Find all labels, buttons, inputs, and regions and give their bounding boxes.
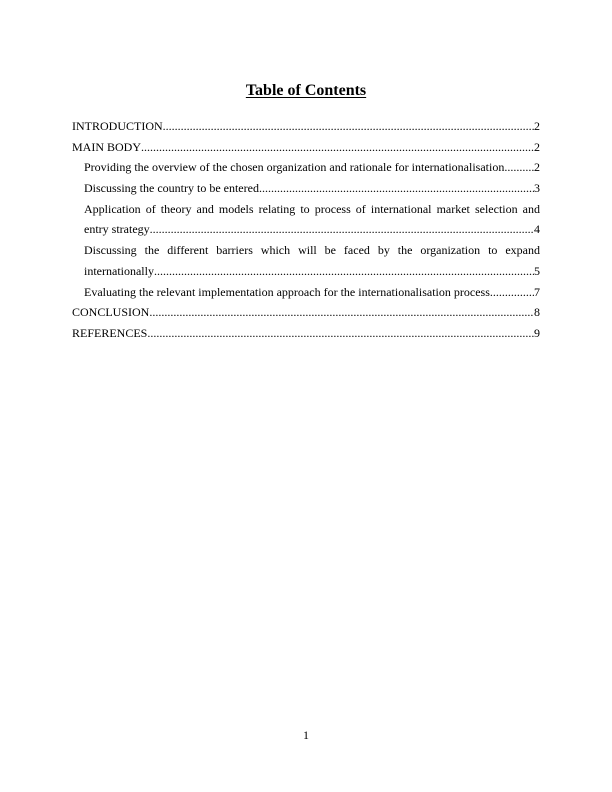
toc-entry-label: Evaluating the relevant implementation approach for the internationalisation process xyxy=(84,284,490,299)
toc-entry-country[interactable] xyxy=(72,178,540,199)
toc-entry-last-line xyxy=(84,219,540,240)
toc-entry-page: 2 xyxy=(534,160,540,175)
toc-entry-page: 2 xyxy=(534,119,540,133)
toc-entry-label: Discussing the country to be entered xyxy=(84,181,259,196)
toc-entry-overview[interactable] xyxy=(72,157,540,178)
toc-entry-label-line2: entry strategy xyxy=(84,222,150,237)
toc-entry-label: REFERENCES xyxy=(72,325,148,340)
toc-entry-page: 2 xyxy=(534,139,540,154)
toc-entry-page: 9 xyxy=(534,325,540,340)
toc-entry-page: 5 xyxy=(534,263,540,278)
toc-entry-main-body[interactable] xyxy=(72,137,540,158)
dot-leader xyxy=(504,157,534,178)
toc-entry-references[interactable] xyxy=(72,323,540,344)
dot-leader xyxy=(490,282,534,303)
dot-leader xyxy=(149,302,534,323)
toc-entry-page: 4 xyxy=(534,222,540,237)
toc-entry-conclusion[interactable] xyxy=(72,302,540,323)
toc-entry-label: CONCLUSION xyxy=(72,305,150,320)
toc-entry-introduction[interactable] xyxy=(72,116,540,137)
toc-entry-implementation[interactable] xyxy=(72,282,540,303)
dot-leader xyxy=(150,219,534,240)
toc-entry-page: 7 xyxy=(534,284,540,299)
dot-leader xyxy=(163,116,534,137)
toc-title: Table of Contents xyxy=(245,82,367,99)
toc-entry-page: 8 xyxy=(534,305,540,320)
dot-leader xyxy=(259,178,534,199)
page-number: 1 xyxy=(303,728,309,742)
table-of-contents xyxy=(72,116,540,344)
toc-entry-label-line2: internationally xyxy=(84,263,154,278)
toc-entry-label: MAIN BODY xyxy=(72,139,141,154)
dot-leader xyxy=(147,323,534,344)
dot-leader xyxy=(141,137,534,158)
toc-entry-label: INTRODUCTION xyxy=(72,119,163,133)
toc-entry-page: 3 xyxy=(534,181,540,196)
toc-entry-theory-models[interactable] xyxy=(72,199,540,240)
toc-entry-label-line1: Application of theory and models relating to process of international market selection and xyxy=(84,201,540,216)
toc-entry-last-line xyxy=(84,261,540,282)
toc-entry-barriers[interactable] xyxy=(72,240,540,281)
toc-entry-label-line1: Discussing the different barriers which will be faced by the organization to expand xyxy=(84,243,540,258)
toc-entry-label: Providing the overview of the chosen organization and rationale for internationalisation xyxy=(84,160,505,175)
dot-leader xyxy=(154,261,534,282)
